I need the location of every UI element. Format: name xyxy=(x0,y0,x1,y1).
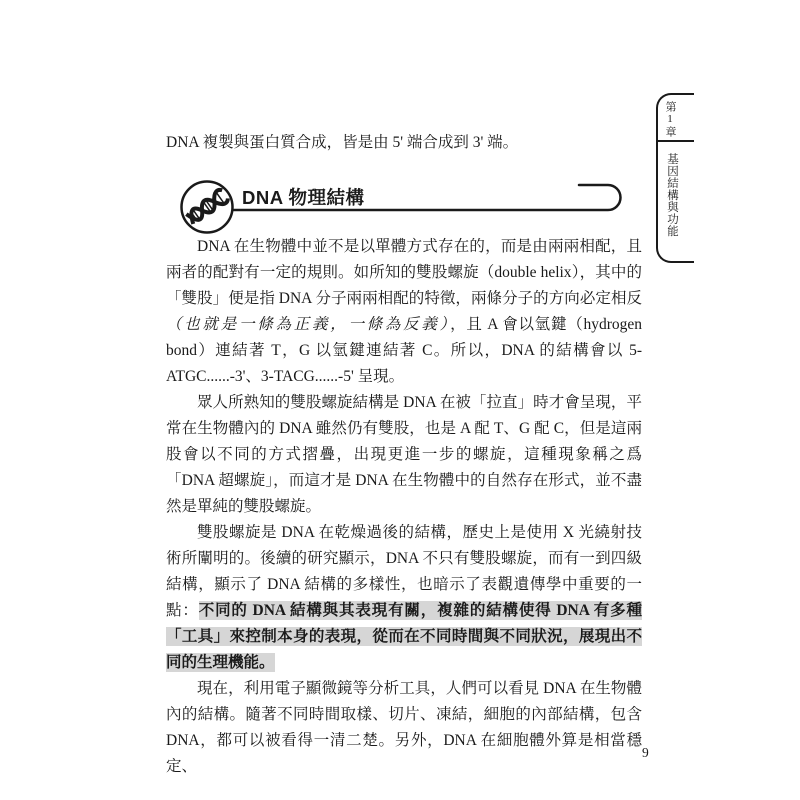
chapter-title-vertical: 基因結構與功能 xyxy=(666,153,678,237)
paragraph-segment-kai: （也就是一條為正義，一條為反義） xyxy=(166,316,451,333)
paragraph xyxy=(166,676,642,780)
body-text xyxy=(166,234,642,780)
paragraph-segment: 雙股螺旋是 DNA 在乾燥過後的結構，歷史上是使用 X 光繞射技術所闡明的。後續的研究顯示，DNA 不只有雙股螺旋，而有一到四級結構，顯示了 DNA 結構的多樣性，也暗示了表觀遺傳學中重要的一點： xyxy=(166,524,642,619)
paragraph-segment: DNA 在生物體中並不是以單體方式存在的，而是由兩兩相配，且兩者的配對有一定的規則。如所知的雙股螺旋（double helix），其中的「雙股」便是指 DNA 分子兩兩相配的特徵，兩條分子的方向必定相反 xyxy=(166,238,642,307)
tab-divider xyxy=(658,140,694,142)
paragraph-segment: 眾人所熟知的雙股螺旋結構是 DNA 在被「拉直」時才會呈現，平常在生物體內的 DNA 雖然仍有雙股，也是 A 配 T、G 配 C，但是這兩股會以不同的方式摺疊，出現更進一步的螺旋，這種現象稱之爲「DNA 超螺旋」，而這才是 DNA 在生物體中的自然存在形式，並不盡然是單純的雙股螺旋。 xyxy=(166,394,642,515)
page-number: 9 xyxy=(642,745,649,760)
section-title: DNA 物理結構 xyxy=(242,187,365,208)
chapter-tab xyxy=(656,93,694,263)
paragraph-segment: ，且 A 會以氫鍵（hydrogen bond）連結著 T，G 以氫鍵連結著 C。所以，DNA 的結構會以 5-ATGC......-3'、3-TACG......-5' 呈現。 xyxy=(166,316,642,385)
paragraph xyxy=(166,520,642,676)
intro-paragraph: DNA 複製與蛋白質合成，皆是由 5' 端合成到 3' 端。 xyxy=(166,134,519,151)
paragraph xyxy=(166,234,642,390)
paragraph-segment-highlighted: 不同的 DNA 結構與其表現有關，複雜的結構使得 DNA 有多種「工具」來控制本身的表現，從而在不同時間與不同狀況，展現出不同的生理機能。 xyxy=(166,602,642,671)
paragraph xyxy=(166,390,642,520)
paragraph-segment: 現在，利用電子顯微鏡等分析工具，人們可以看見 DNA 在生物體內的結構。隨著不同時間取樣、切片、凍結，細胞的內部結構，包含 DNA，都可以被看得一清二楚。另外，DNA 在細胞體外算是相當穩定、 xyxy=(166,680,642,775)
chapter-number-label: 第1章 xyxy=(664,101,676,138)
